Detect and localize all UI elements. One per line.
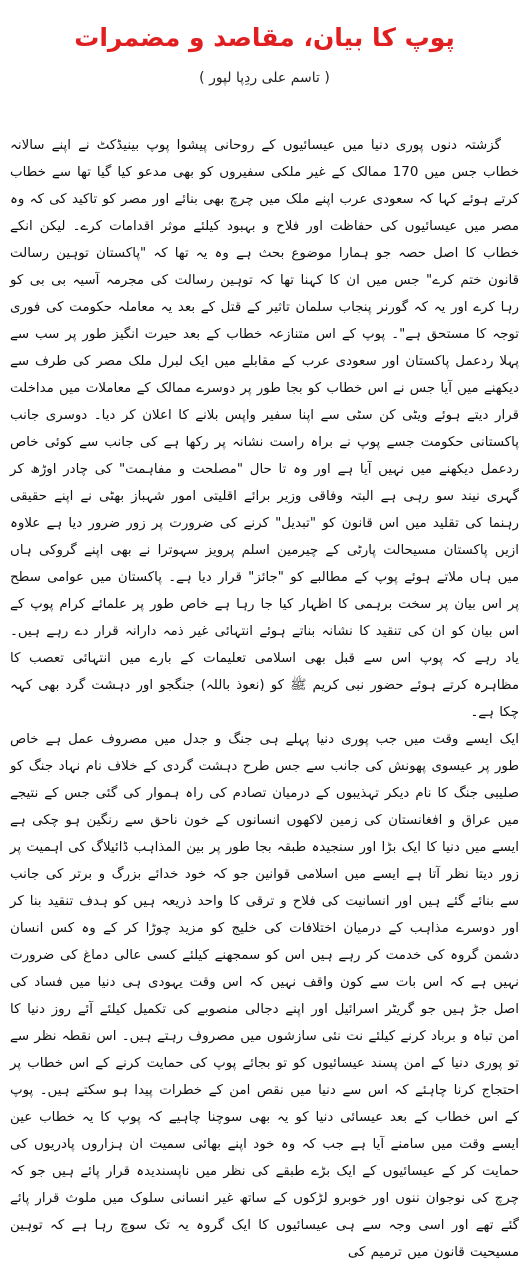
article-body — [10, 132, 519, 1266]
article-paragraph: ایک ایسے وقت میں جب پوری دنیا پہلے ہی جنگ و جدل میں مصروف عمل ہے خاص طور پر عیسوی پھونش کی جانب سے جس طرح دہشت گردی کے خلاف نام نہاد جنگ کو صلیبی جنگ کا نام دیکر تہذیبوں کے درمیان تصادم کی راہ ہموار کی گئی جس کے نتیجے میں عراق و افغانستان کی زمین لاکھوں انسانوں کے خون ناحق سے رنگین ہو چکی ہے ایسے میں دنیا کا ایک بڑا اور سنجیدہ طبقہ بجا طور پر بین المذاہب ڈائیلاگ کی اہمیت پر زور دیتا نظر آتا ہے ایسے میں اسلامی قوانین جو کہ خود خدائے بزرگ و برتر کی جانب سے بنائے گئے ہیں اور انسانیت کی فلاح و ترقی کا واحد ذریعہ ہیں کو ہدف تنقید بنا کر اور دوسرے مذاہب کے درمیان اختلافات کی خلیج کو مزید چوڑا کر کے وہ کس انسان دشمن گروہ کی خدمت کر رہے ہیں اس کو سمجھنے کیلئے کسی عالی دماغ کی ضرورت نہیں ہے کہ اس بات سے کون واقف نہیں کہ اس وقت یہودی ہی دنیا میں فساد کی اصل جڑ ہیں جو گریٹر اسرائیل اور اپنے دجالی منصوبے کی تکمیل کیلئے آئے روز دنیا کا امن تباہ و برباد کرنے کیلئے نت نئی سازشوں میں مصروف رہتے ہیں۔ اس نقطہ نظر سے تو پوری دنیا کے امن پسند عیسائیوں کو تو بجائے پوپ کی حمایت کرنے کے اس خطاب پر احتجاج کرنا چاہئے کہ اس سے دنیا میں نقص امن کے خطرات پیدا ہو سکتے ہیں۔ پوپ کے اس خطاب کے بعد عیسائی دنیا کو یہ بھی سوچنا چاہیے کہ پوپ کا یہ خطاب عین ایسے وقت میں سامنے آیا ہے جب کہ وہ خود اپنے بھائی سمیت ان ہزاروں پادریوں کی حمایت کر کے عیسائیوں کے ایک بڑے طبقے کی نظر میں ناپسندیدہ قرار پائے ہیں جو کہ چرچ کی نوجوان ننوں اور خوبرو لڑکوں کے ساتھ غیر انسانی سلوک میں ملوث قرار پائے گئے تھے اور اسی وجہ سے ہی عیسائیوں کا ایک گروہ یہ تک سوچ رہا ہے کہ توہین مسیحیت قانون میں ترمیم کی — [10, 732, 519, 1260]
article-author: ( تاسم علی ردِپا لپور ) — [199, 70, 330, 86]
article-paragraph: گزشتہ دنوں پوری دنیا میں عیسائیوں کے روحانی پیشوا پوپ بینیڈکٹ نے اپنے سالانہ خطاب جس میں 170 ممالک کے غیر ملکی سفیروں کو بھی مدعو کیا گیا تھا سے خطاب کرتے ہوئے کہا کہ سعودی عرب اپنے ملک میں چرچ بھی بنائے اور مصر کو تاکید کی کہ وہ مصر میں عیسائیوں کی حفاظت اور فلاح و بہبود کیلئے موثر اقدامات کرے۔ لیکن انکے خطاب کا اصل حصہ جو ہمارا موضوع بحث ہے وہ یہ تھا کہ "پاکستان توہین رسالت قانون ختم کرے" جس میں ان کا کہنا تھا کہ توہین رسالت کی مجرمہ آسیہ بی بی کو رہا کرے اور یہ کہ گورنر پنجاب سلمان تاثیر کے قتل کے بعد یہ معاملہ حکومت کی فوری توجہ کا مستحق ہے"۔ پوپ کے اس متنازعہ خطاب کے بعد حیرت انگیز طور پر سب سے پہلا ردعمل پاکستان اور سعودی عرب کے مقابلے میں ایک لبرل ملک مصر کی طرف سے دیکھنے میں آیا جس نے اس خطاب کو بجا طور پر دوسرے ممالک کے معاملات میں مداخلت قرار دیتے ہوئے ویٹی کن سٹی سے اپنا سفیر واپس بلانے کا اعلان کر دیا۔ دوسری جانب پاکستانی حکومت جسے پوپ نے براہ راست نشانہ پر رکھا ہے کی جانب سے کوئی خاص ردعمل دیکھنے میں نہیں آیا ہے اور وہ تا حال "مصلحت و مفاہمت" کی چادر اوڑھ کر گہری نیند سو رہی ہے البتہ وفاقی وزیر برائے اقلیتی امور شہباز بھٹی نے اپنے حقیقی رہنما کی تقلید میں اس قانون کو "تبدیل" کرنے کی ضرورت پر زور ضرور دیا ہے علاوہ ازیں پاکستان مسیحالت پارٹی کے چیرمین اسلم پرویز سہوترا نے بھی اپنے گروکی ہاں میں ہاں ملاتے ہوئے پوپ کے مطالبے کو "جائز" قرار دیا ہے۔ پاکستان میں عوامی سطح پر اس بیان پر سخت برہمی کا اظہار کیا جا رہا ہے خاص طور پر علمائے کرام پوپ کے اس بیان کو ان کی تنقید کا نشانہ بناتے ہوئے انتہائی غیر ذمہ دارانہ قرار دے رہے ہیں۔ یاد رہے کہ پوپ اس سے قبل بھی اسلامی تعلیمات کے بارے میں انتہائی تعصب کا مظاہرہ کرتے ہوئے حضور نبی کریم ﷺ کو (نعوذ باللہ) جنگجو اور دہشت گرد بھی کہہ چکا ہے۔ — [10, 138, 519, 720]
article-page — [0, 18, 529, 1260]
article-title: پوپ کا بیان، مقاصد و مضمرات — [74, 23, 455, 52]
